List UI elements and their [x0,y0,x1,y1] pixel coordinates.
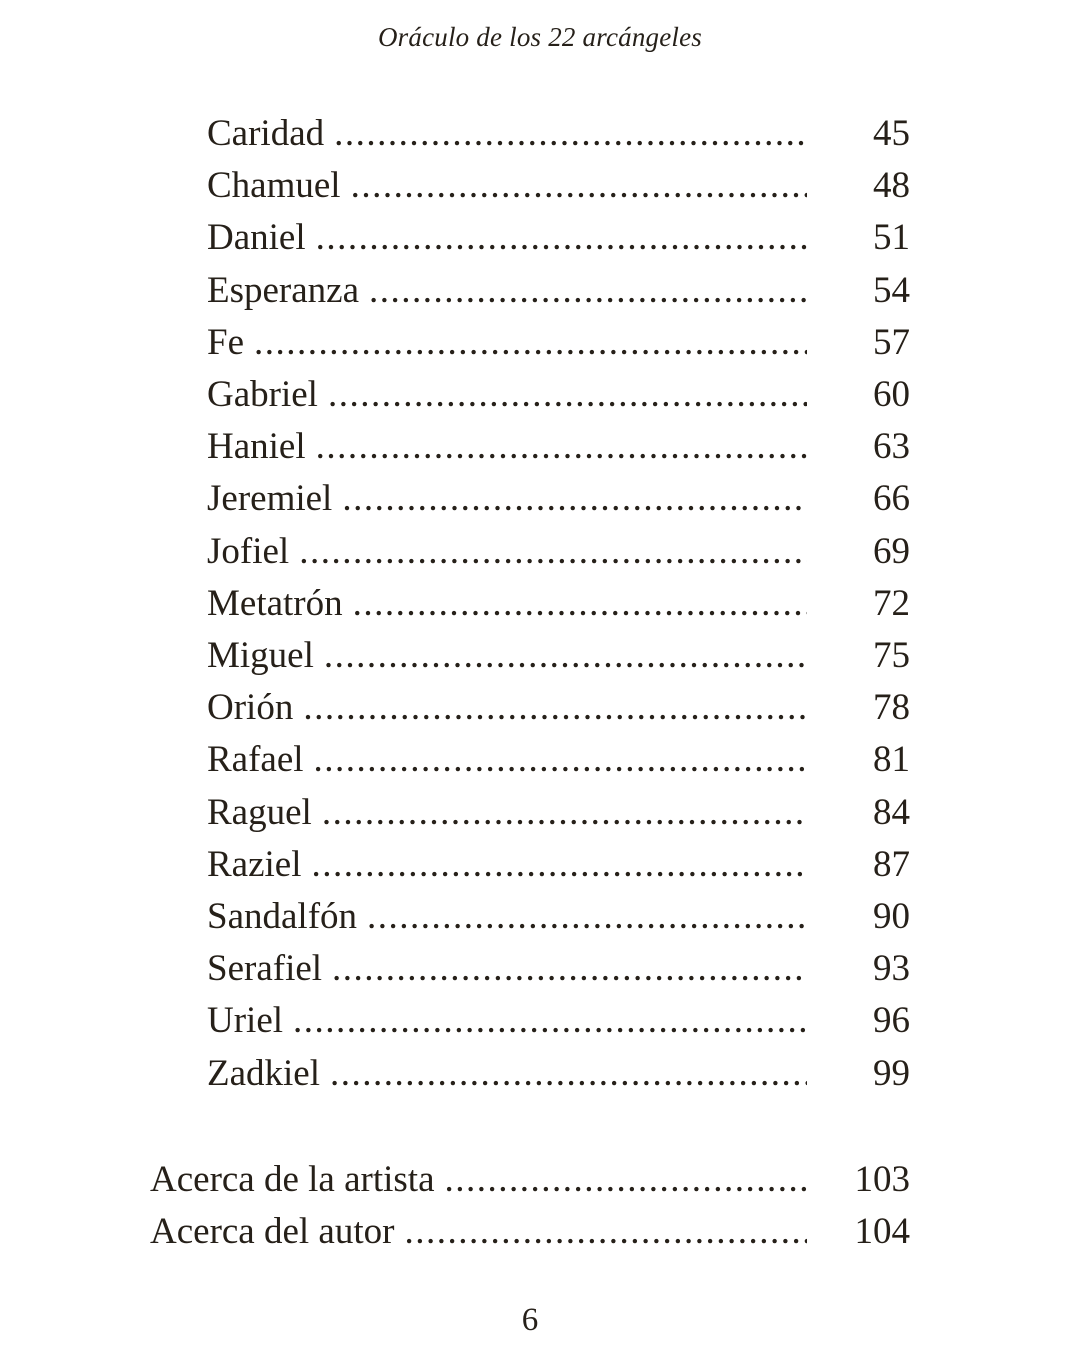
toc-entry-page-number: 87 [873,843,910,885]
dot-leader [299,526,807,578]
toc-row [150,526,910,578]
dot-leader [351,160,807,212]
dot-leader [324,630,807,682]
running-header-title: Oráculo de los 22 arcángeles [377,22,703,52]
toc-entry-page-number: 99 [873,1052,910,1094]
toc-entry-page-number: 48 [873,165,910,207]
toc-entry-label: Raguel [207,791,312,833]
toc-row [150,630,910,682]
toc-entry-page-number: 103 [854,1158,910,1200]
toc-entry-label: Serafiel [207,948,323,990]
dot-leader [404,1206,807,1258]
toc-row [150,317,910,369]
toc-entry-label: Miguel [207,635,314,677]
toc-row [150,1206,910,1258]
toc-entry-page-number: 63 [873,426,910,468]
toc-entry-label: Gabriel [207,374,318,416]
toc-row [150,839,910,891]
toc-entry-page-number: 51 [873,217,910,259]
toc-entry-label: Uriel [207,1000,284,1042]
toc-entry-label: Acerca del autor [150,1211,395,1253]
toc-row [150,787,910,839]
toc-row [150,734,910,786]
toc-row [150,212,910,264]
dot-leader [367,891,807,943]
toc-entry-page-number: 57 [873,321,910,363]
dot-leader [342,473,807,525]
toc-entry-label: Daniel [207,217,306,259]
toc-entry-page-number: 72 [873,582,910,624]
dot-leader [369,265,807,317]
toc-entry-label: Fe [207,321,244,363]
toc-entry-page-number: 78 [873,687,910,729]
toc-row [150,943,910,995]
toc-row [150,108,910,160]
dot-leader [316,421,807,473]
dot-leader [293,995,807,1047]
dot-leader [330,1048,807,1100]
toc-entry-label: Jofiel [207,530,290,572]
toc-entry-page-number: 66 [873,478,910,520]
toc-row [150,265,910,317]
toc-entry-page-number: 104 [854,1211,910,1253]
dot-leader [445,1154,807,1206]
dot-leader [254,317,807,369]
toc-entry-label: Haniel [207,426,306,468]
dot-leader [312,839,807,891]
toc-row [150,421,910,473]
toc-entry-label: Acerca de la artista [150,1158,435,1200]
toc-row [150,1048,910,1100]
toc-entry-page-number: 75 [873,635,910,677]
toc-row [150,891,910,943]
toc-row [150,369,910,421]
dot-leader [353,578,807,630]
toc-row [150,1154,910,1206]
toc-entry-label: Chamuel [207,165,341,207]
toc-row [150,578,910,630]
toc-row [150,682,910,734]
toc-entry-page-number: 45 [873,113,910,154]
toc-entry-label: Zadkiel [207,1052,321,1094]
toc-entry-page-number: 60 [873,374,910,416]
dot-leader [316,212,807,264]
dot-leader [334,108,807,160]
dot-leader [332,943,807,995]
toc-entry-label: Jeremiel [207,478,333,520]
toc-entry-label: Rafael [207,739,304,781]
toc-entry-page-number: 84 [873,791,910,833]
toc-entry-page-number: 81 [873,739,910,781]
toc-entry-page-number: 93 [873,948,910,990]
toc-entry-list [150,108,910,1100]
table-of-contents [150,108,910,1258]
dot-leader [314,734,807,786]
dot-leader [328,369,807,421]
toc-entry-label: Raziel [207,843,302,885]
toc-row [150,473,910,525]
toc-entry-page-number: 54 [873,269,910,311]
toc-entry-page-number: 96 [873,1000,910,1042]
toc-back-matter-list [150,1154,910,1258]
toc-entry-label: Caridad [207,113,325,154]
toc-entry-page-number: 90 [873,896,910,938]
toc-entry-label: Orión [207,687,294,729]
dot-leader [322,787,807,839]
toc-row [150,160,910,212]
toc-entry-label: Sandalfón [207,896,358,938]
toc-entry-page-number: 69 [873,530,910,572]
dot-leader [303,682,807,734]
toc-row [150,995,910,1047]
toc-entry-label: Esperanza [207,269,360,311]
toc-entry-label: Metatrón [207,582,343,624]
page-number-folio: 6 [521,1302,539,1338]
